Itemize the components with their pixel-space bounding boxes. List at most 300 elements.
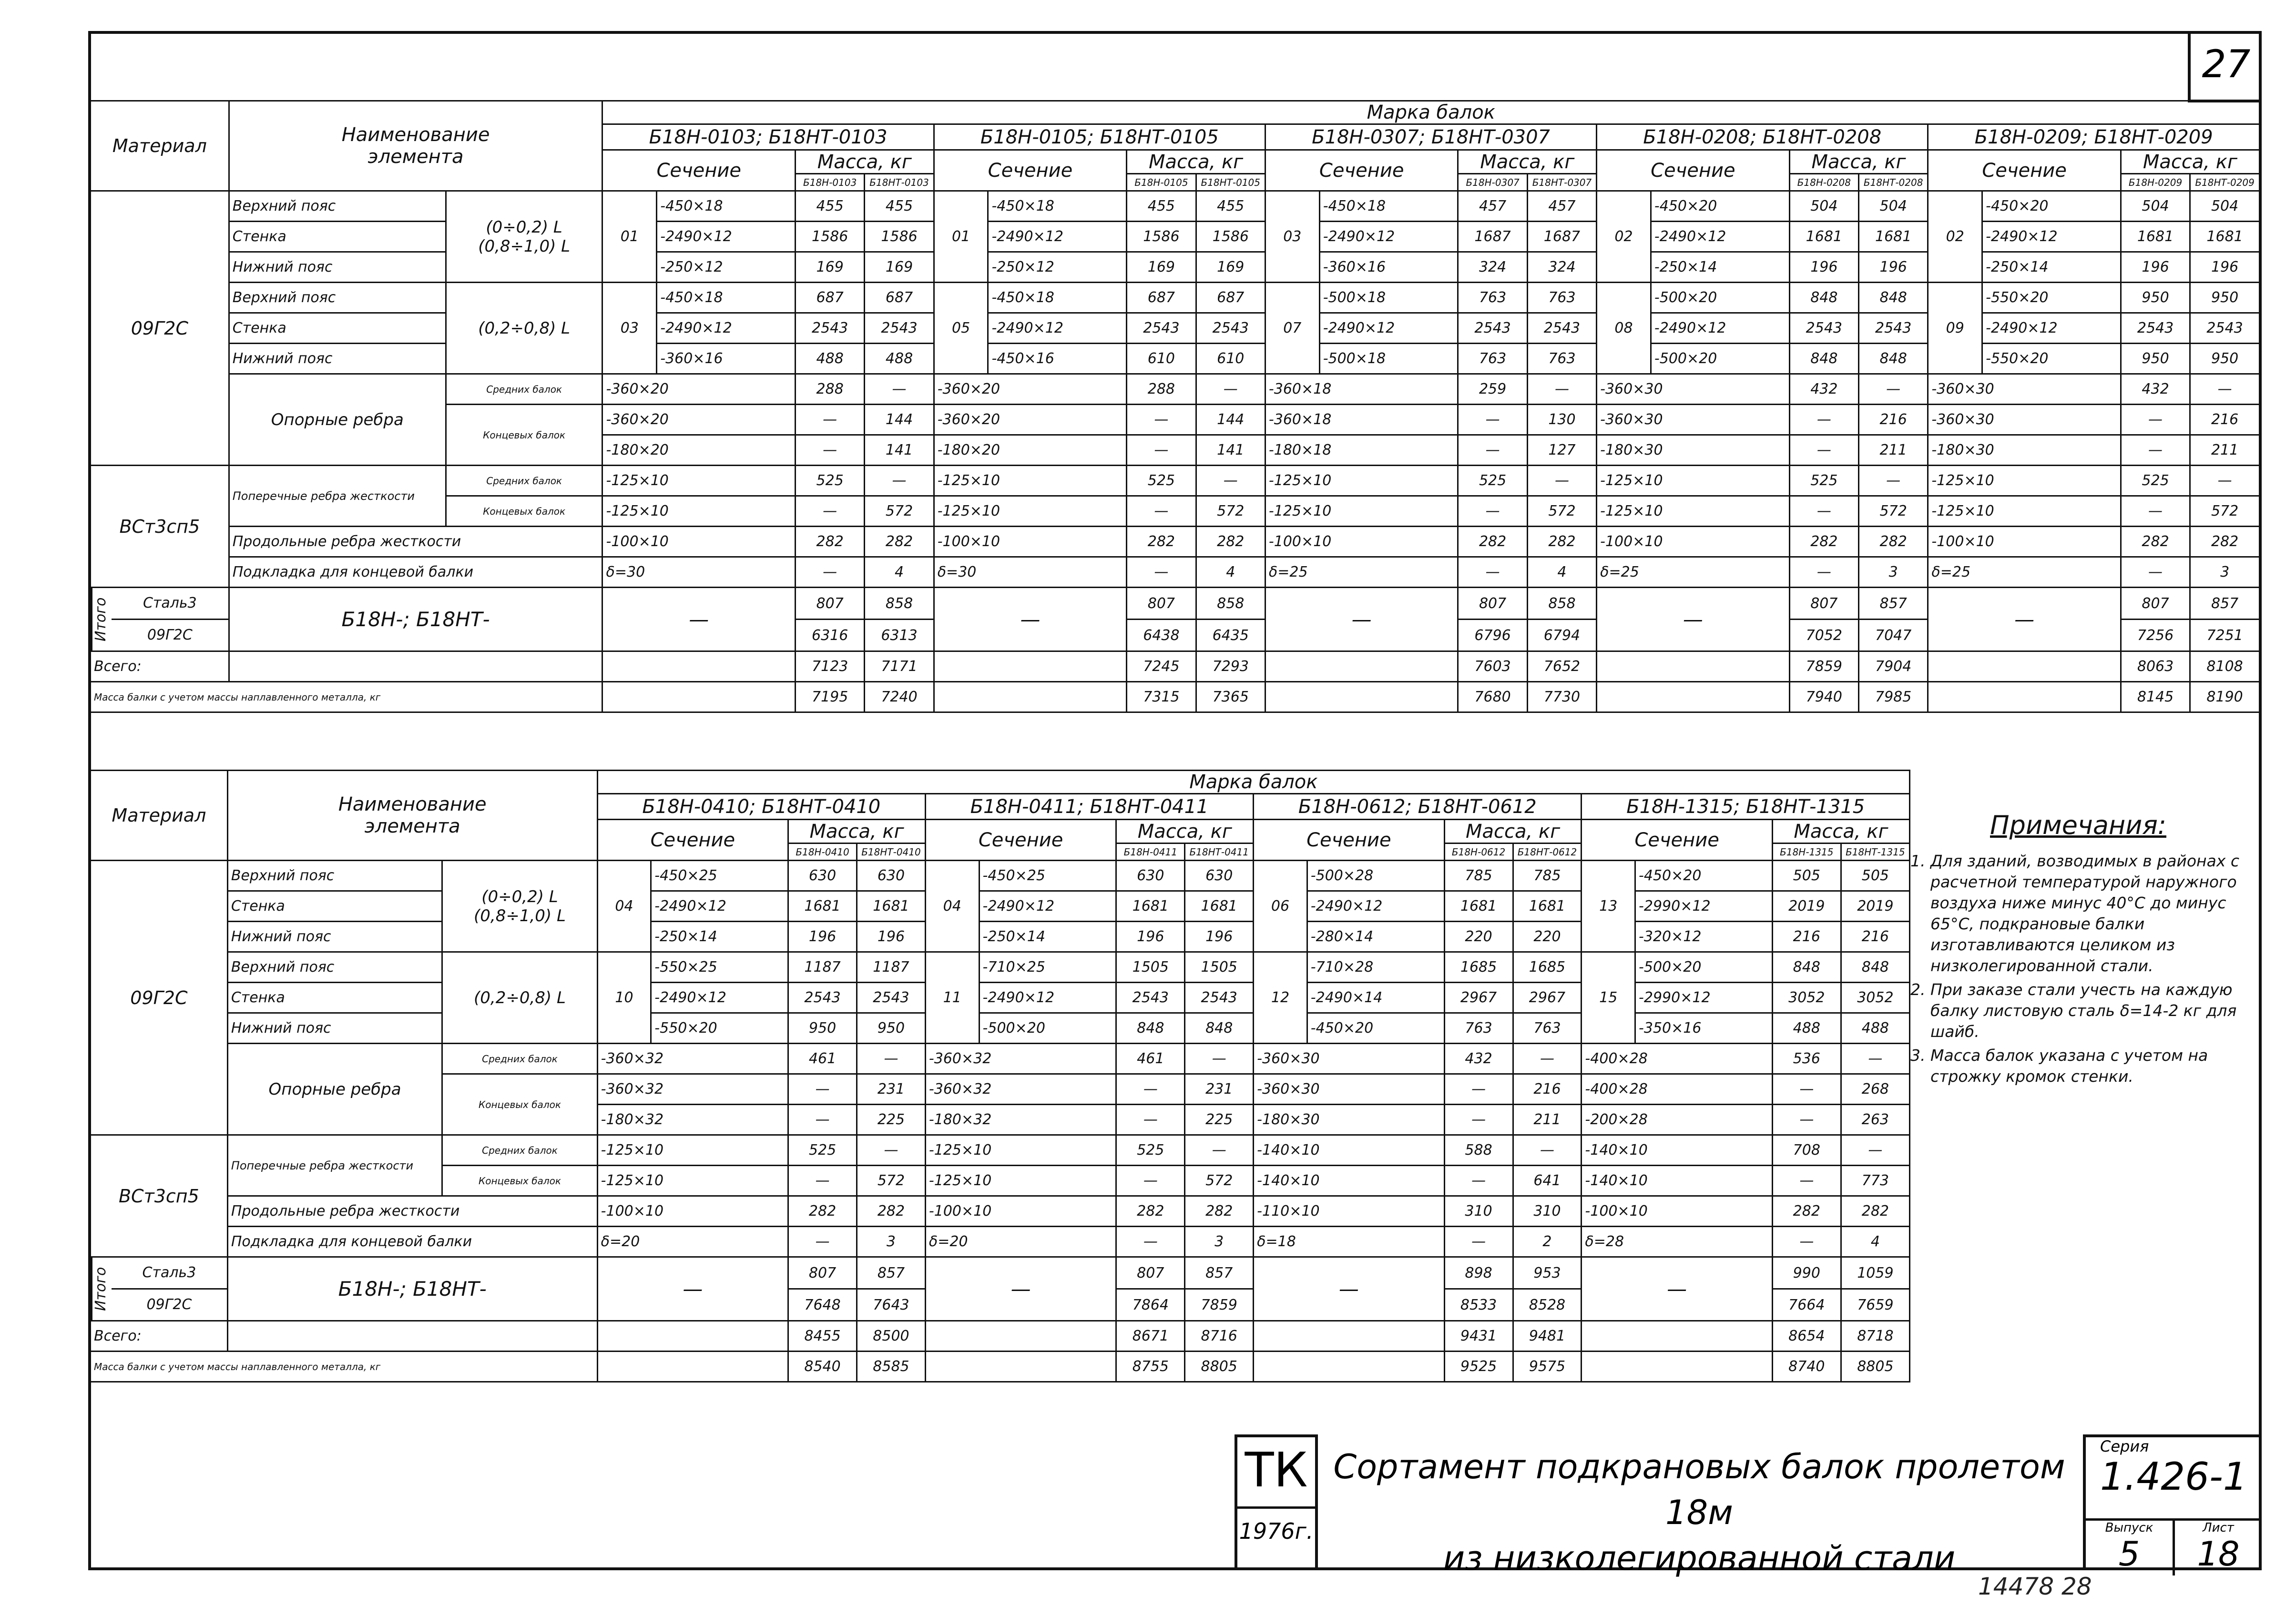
mass-value: 4 [1841,1227,1909,1257]
section-value: -360×30 [1597,374,1790,405]
empty-cell [1928,651,2121,682]
note-item: 1. Для зданий, возводимых в районах с расчетной температурой наружного воздуха ниже минус 40°С до минус 65°С, подкрановые балки изготавливаются целиком из низколегированной стали. [1930,851,2245,976]
mass-value: 773 [1841,1166,1909,1196]
section-value: -140×10 [1254,1135,1444,1166]
section-code: 02 [1597,191,1651,283]
mass-value: 7730 [1527,682,1596,712]
mass-value: — [1116,1074,1185,1105]
mass-value: 211 [1513,1105,1582,1135]
mass-value: — [2190,374,2260,405]
marka-header: Марка балок [602,101,2260,124]
element-name: Нижний пояс [229,252,446,283]
mass-value: 525 [1789,466,1858,496]
section-value: -2490×12 [651,983,788,1013]
mass-value: 630 [1185,861,1254,891]
mass-value: 196 [1116,922,1185,952]
mass-value: 7256 [2121,620,2190,651]
issue-label: Выпуск [2105,1521,2153,1535]
mass-value: — [788,1227,857,1257]
section-value: -180×30 [1254,1105,1444,1135]
mass-value: 1681 [1444,891,1513,922]
note-item: 2. При заказе стали учесть на каждую балку листовую сталь δ=14-2 кг для шайб. [1930,979,2245,1042]
section-value: -100×10 [934,527,1127,557]
sheet-value: 18 [2197,1535,2240,1574]
element-name: Стенка [227,891,442,922]
dash: — [602,588,796,651]
empty-cell [602,682,796,712]
mass-value: 950 [2190,283,2260,313]
mass-value: — [1185,1135,1254,1166]
mass-value: 848 [1772,952,1841,983]
mass-value: 461 [1116,1044,1185,1074]
end-beams-label: Концевых балок [446,405,602,466]
section-value: -450×18 [1319,191,1458,222]
section-code: 15 [1582,952,1635,1044]
mass-value: 1586 [865,222,934,252]
mass-value: 950 [2121,283,2190,313]
mass-value: — [857,1135,926,1166]
section-value: -360×32 [925,1044,1116,1074]
mass-value: 8654 [1772,1321,1841,1352]
material-header: Материал [91,101,229,191]
mass-value: 1681 [2121,222,2190,252]
mass-value: 525 [1116,1135,1185,1166]
mass-value: — [1789,435,1858,466]
assortment-table-top [90,100,2260,713]
mass-value: 263 [1841,1105,1909,1135]
dash: — [1928,588,2121,651]
section-code: 06 [1254,861,1307,952]
mass-value: — [1789,557,1858,588]
mass-value: 1586 [1127,222,1196,252]
sheet-number: 27 [2188,31,2262,102]
mass-header: Масса, кг [788,820,926,844]
mass-value: 504 [1789,191,1858,222]
mass-value: — [795,435,864,466]
mass-value: 504 [1859,191,1928,222]
mass-header: Масса, кг [1789,150,1928,174]
mass-value: — [2121,435,2190,466]
mass-value: 2 [1513,1227,1582,1257]
series-block [2083,1434,2262,1574]
mass-value: 231 [1185,1074,1254,1105]
mass-value: 7047 [1859,620,1928,651]
trans-ribs-label: Поперечные ребра жесткости [229,466,446,527]
mass-col-label: Б18Н-0411 [1116,844,1185,861]
sheet-label: Лист [2203,1521,2234,1535]
mass-value: 220 [1444,922,1513,952]
mass-value: — [1513,1044,1582,1074]
mass-value: — [1859,374,1928,405]
beam-mark: Б18Н-0209; Б18НТ-0209 [1928,124,2260,150]
section-value: -125×10 [1597,466,1790,496]
mass-value: 282 [1527,527,1596,557]
mass-header: Масса, кг [1127,150,1265,174]
mass-value: 8755 [1116,1352,1185,1382]
beam-mark: Б18Н-0208; Б18НТ-0208 [1597,124,1928,150]
mass-value: 130 [1527,405,1596,435]
mass-value: 4 [1196,557,1265,588]
section-value: -110×10 [1254,1196,1444,1227]
beam-mark: Б18Н-0612; Б18НТ-0612 [1254,794,1582,820]
mass-value: — [788,1105,857,1135]
mass-value: 4 [865,557,934,588]
section-value: -360×32 [597,1074,788,1105]
mass-value: — [1185,1044,1254,1074]
section-value: -360×30 [1597,405,1790,435]
material-vst3sp5: ВСт3сп5 [91,1135,228,1257]
mass-value: 857 [1859,588,1928,620]
material-vst3sp5: ВСт3сп5 [91,466,229,588]
section-value: -250×14 [1651,252,1789,283]
total-all-label: Всего: [91,651,229,682]
section-value: -180×32 [597,1105,788,1135]
mass-value: 288 [795,374,864,405]
section-value: -125×10 [597,1135,788,1166]
mass-value: 950 [2190,344,2260,374]
zone-label: (0,2÷0,8) L [446,283,602,374]
mass-value: 455 [795,191,864,222]
mass-value: 3 [1859,557,1928,588]
mass-value: — [1772,1074,1841,1105]
section-value: -710×28 [1307,952,1444,983]
mass-value: 7859 [1789,651,1858,682]
mass-value: 8190 [2190,682,2260,712]
series-label: Серия [2100,1437,2149,1455]
section-value: -360×30 [1254,1074,1444,1105]
empty-cell [597,1352,788,1382]
section-value: δ=25 [1928,557,2121,588]
section-value: -500×20 [1651,283,1789,313]
mass-value: 572 [2190,496,2260,527]
section-value: -450×18 [657,191,796,222]
empty-cell [925,1352,1116,1382]
mass-value: 169 [865,252,934,283]
mass-value: 687 [795,283,864,313]
section-header: Сечение [1597,150,1790,191]
section-value: δ=30 [602,557,796,588]
mass-value: 525 [2121,466,2190,496]
issue-value: 5 [2118,1535,2140,1574]
mass-value: 488 [1772,1013,1841,1044]
section-value: -2490×12 [1651,222,1789,252]
material-09g2s: 09Г2С [91,861,228,1135]
mass-value: — [1196,374,1265,405]
year-label: 1976г. [1237,1506,1315,1544]
mass-value: 6794 [1527,620,1596,651]
mass-value: 127 [1527,435,1596,466]
mass-value: — [1127,435,1196,466]
mass-value: — [1789,405,1858,435]
mass-value: — [1458,557,1527,588]
mass-value: 282 [788,1196,857,1227]
mass-value: 950 [788,1013,857,1044]
mass-value: 231 [857,1074,926,1105]
support-ribs-label: Опорные ребра [227,1044,442,1135]
mass-col-label: Б18НТ-0411 [1185,844,1254,861]
mass-col-label: Б18НТ-0209 [2190,174,2260,191]
element-name: Верхний пояс [227,861,442,891]
section-header: Сечение [1254,820,1444,861]
section-value: -125×10 [1928,466,2121,496]
mass-value: — [1859,466,1928,496]
mass-value: — [795,496,864,527]
beam-mark: Б18Н-0307; Б18НТ-0307 [1265,124,1596,150]
mass-value: 687 [1127,283,1196,313]
section-code: 04 [925,861,979,952]
mass-value: 2543 [788,983,857,1013]
element-name: Нижний пояс [227,922,442,952]
mass-value: 2967 [1444,983,1513,1013]
mass-value: 857 [2190,588,2260,620]
section-value: -320×12 [1635,922,1773,952]
mass-value: 536 [1772,1044,1841,1074]
total-empty [227,1321,597,1352]
mass-value: 2543 [1116,983,1185,1013]
section-value: -450×20 [1635,861,1773,891]
mass-value: 2543 [2190,313,2260,344]
empty-cell [1597,651,1790,682]
beam-mark: Б18Н-1315; Б18НТ-1315 [1582,794,1910,820]
mass-value: — [1444,1166,1513,1196]
mass-value: 763 [1527,344,1596,374]
mass-value: 525 [795,466,864,496]
section-value: -125×10 [597,1166,788,1196]
section-code: 04 [597,861,651,952]
mass-value: 282 [1789,527,1858,557]
mass-value: 1681 [1185,891,1254,922]
mass-value: 282 [2190,527,2260,557]
mass-value: 6438 [1127,620,1196,651]
end-beams-label: Концевых балок [442,1166,597,1196]
section-value: -180×18 [1265,435,1458,466]
mass-value: — [857,1044,926,1074]
section-value: -250×14 [651,922,788,952]
mass-value: 324 [1458,252,1527,283]
mass-value: 990 [1772,1257,1841,1289]
mass-value: 763 [1458,283,1527,313]
mass-value: 216 [1859,405,1928,435]
section-value: -2990×12 [1635,891,1773,922]
section-value: -360×16 [1319,252,1458,283]
mass-value: 141 [1196,435,1265,466]
mass-value: 196 [2190,252,2260,283]
long-ribs-label: Продольные ребра жесткости [227,1196,597,1227]
section-value: -100×10 [1265,527,1458,557]
weld-mass-label: Масса балки с учетом массы наплавленного металла, кг [91,1352,598,1382]
mass-value: 763 [1444,1013,1513,1044]
element-name: Нижний пояс [227,1013,442,1044]
mass-value: 9525 [1444,1352,1513,1382]
mass-value: 7643 [857,1289,926,1321]
section-value: -450×18 [657,283,796,313]
mass-value: 7251 [2190,620,2260,651]
mass-value: 282 [1116,1196,1185,1227]
section-header: Сечение [602,150,796,191]
mass-value: 807 [2121,588,2190,620]
mass-col-label: Б18НТ-0612 [1513,844,1582,861]
section-value: δ=20 [597,1227,788,1257]
mass-value: — [788,1074,857,1105]
mass-value: 282 [1196,527,1265,557]
mass-value: — [2121,496,2190,527]
material-header: Материал [91,771,228,861]
section-value: -2490×12 [1651,313,1789,344]
section-value: -140×10 [1582,1135,1772,1166]
mass-value: 1187 [788,952,857,983]
mass-value: 7864 [1116,1289,1185,1321]
mass-value: 572 [857,1166,926,1196]
mass-header: Масса, кг [2121,150,2259,174]
mass-value: 1586 [795,222,864,252]
section-value: -450×25 [979,861,1116,891]
section-code: 01 [934,191,988,283]
total-empty [229,651,602,682]
section-header: Сечение [1265,150,1458,191]
dash: — [1254,1257,1444,1321]
mass-value: 461 [788,1044,857,1074]
mass-value: 310 [1513,1196,1582,1227]
mass-value: 950 [2121,344,2190,374]
mass-value: 2019 [1841,891,1909,922]
mass-value: 1681 [1789,222,1858,252]
mass-value: 2543 [1458,313,1527,344]
mass-value: 525 [1458,466,1527,496]
section-value: -100×10 [1928,527,2121,557]
section-code: 05 [934,283,988,374]
mass-value: 572 [865,496,934,527]
beam-mark: Б18Н-0103; Б18НТ-0103 [602,124,934,150]
zone-label: (0÷0,2) L (0,8÷1,0) L [446,191,602,283]
support-ribs-label: Опорные ребра [229,374,446,466]
empty-cell [1582,1321,1772,1352]
mass-value: 488 [1841,1013,1909,1044]
mass-value: 2543 [1127,313,1196,344]
mass-col-label: Б18НТ-0105 [1196,174,1265,191]
mass-value: 630 [1116,861,1185,891]
end-beams-label: Концевых балок [442,1074,597,1135]
mass-value: 1685 [1513,952,1582,983]
mass-value: — [2121,405,2190,435]
empty-cell [1254,1352,1444,1382]
section-value: -360×30 [1928,405,2121,435]
empty-cell [1582,1352,1772,1382]
mass-value: 211 [1859,435,1928,466]
section-value: -450×20 [1982,191,2121,222]
section-code: 11 [925,952,979,1044]
mass-value: 7985 [1859,682,1928,712]
mass-value: 216 [1772,922,1841,952]
section-value: -180×20 [934,435,1127,466]
mass-value: 8805 [1841,1352,1909,1382]
section-value: -180×20 [602,435,796,466]
pad-label: Подкладка для концевой балки [229,557,602,588]
mass-value: — [1772,1166,1841,1196]
mass-value: 7293 [1196,651,1265,682]
name-header: Наименование элемента [227,771,597,861]
section-code: 03 [1265,191,1319,283]
section-value: -550×25 [651,952,788,983]
section-value: δ=20 [925,1227,1116,1257]
assortment-table-bottom [90,770,1910,1382]
zone-label: (0,2÷0,8) L [442,952,597,1044]
empty-cell [934,682,1127,712]
mass-value: — [2121,557,2190,588]
mass-value: 310 [1444,1196,1513,1227]
marka-header: Марка балок [597,771,1909,794]
section-value: -100×10 [1582,1196,1772,1227]
dash: — [934,588,1127,651]
mass-value: 225 [1185,1105,1254,1135]
mass-value: 763 [1513,1013,1582,1044]
mass-value: 3052 [1772,983,1841,1013]
section-value: -100×10 [925,1196,1116,1227]
section-header: Сечение [934,150,1127,191]
section-value: -2490×12 [1319,222,1458,252]
section-value: -2490×12 [1319,313,1458,344]
empty-cell [934,651,1127,682]
mass-value: 9575 [1513,1352,1582,1382]
mass-value: 268 [1841,1074,1909,1105]
empty-cell [1254,1321,1444,1352]
mass-value: 807 [1116,1257,1185,1289]
mass-value: 6313 [865,620,934,651]
mass-value: 282 [865,527,934,557]
mass-value: 610 [1196,344,1265,374]
section-value: -125×10 [925,1166,1116,1196]
total-all-label: Всего: [91,1321,228,1352]
mass-value: 282 [1841,1196,1909,1227]
mass-value: 488 [795,344,864,374]
mass-value: 1681 [1116,891,1185,922]
trans-ribs-label: Поперечные ребра жесткости [227,1135,442,1196]
mass-value: 848 [1859,283,1928,313]
mass-value: 504 [2121,191,2190,222]
section-value: -360×16 [657,344,796,374]
section-code: 10 [597,952,651,1044]
mass-value: 432 [2121,374,2190,405]
section-value: -2490×14 [1307,983,1444,1013]
material-09g2s: 09Г2С [91,191,229,466]
mass-value: — [1444,1105,1513,1135]
element-name: Стенка [229,313,446,344]
section-value: -180×32 [925,1105,1116,1135]
mass-value: — [1772,1105,1841,1135]
mass-value: — [788,1166,857,1196]
mass-value: 504 [2190,191,2260,222]
mass-value: 282 [1458,527,1527,557]
mass-value: — [1444,1227,1513,1257]
mass-value: 7315 [1127,682,1196,712]
section-value: -500×20 [979,1013,1116,1044]
mass-value: 141 [865,435,934,466]
section-value: -500×18 [1319,344,1458,374]
mass-value: 7940 [1789,682,1858,712]
mass-value: 7195 [795,682,864,712]
section-value: -125×10 [934,496,1127,527]
dash: — [1597,588,1790,651]
mass-value: 898 [1444,1257,1513,1289]
mass-value: 282 [1127,527,1196,557]
mass-value: — [1116,1166,1185,1196]
mass-col-label: Б18Н-0208 [1789,174,1858,191]
section-value: -550×20 [651,1013,788,1044]
mass-value: 7052 [1789,620,1858,651]
mass-value: 8671 [1116,1321,1185,1352]
mass-value: 7240 [865,682,934,712]
element-name: Нижний пояс [229,344,446,374]
section-header: Сечение [1928,150,2121,191]
